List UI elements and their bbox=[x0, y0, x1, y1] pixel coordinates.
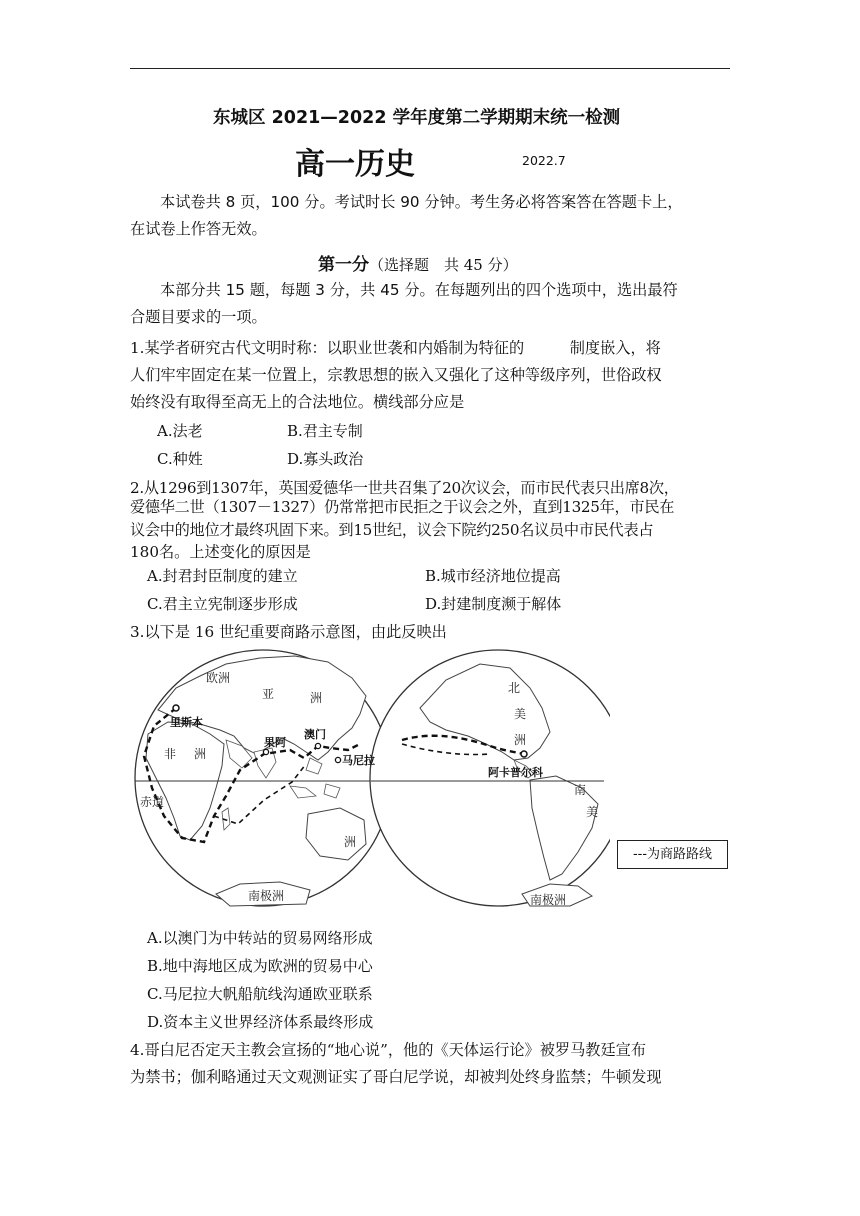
label-manila: 马尼拉 bbox=[342, 754, 375, 767]
q1-option-a[interactable]: A.法老 bbox=[157, 422, 203, 440]
intro-line-1: 本试卷共 8 页，100 分。考试时长 90 分钟。考生务必将答案答在答题卡上， bbox=[160, 193, 683, 211]
exam-date: 2022.7 bbox=[522, 153, 566, 168]
label-europe: 欧洲 bbox=[206, 671, 231, 685]
q2-line-1: 2.从1296到1307年，英国爱德华一世共召集了20次议会，而市民代表只出席8次， bbox=[130, 479, 679, 497]
map-legend: ---为商路路线 bbox=[617, 840, 728, 869]
label-africa-fei: 非 bbox=[164, 747, 177, 761]
section-title-sub: （选择题 共 45 分） bbox=[369, 256, 518, 274]
section-title-main: 第一分 bbox=[318, 255, 369, 275]
q1-option-d[interactable]: D.寡头政治 bbox=[287, 450, 364, 468]
section-title bbox=[318, 250, 518, 275]
label-goa: 果阿 bbox=[264, 736, 286, 749]
label-lisbon: 里斯本 bbox=[170, 716, 203, 729]
q2-line-2: 爱德华二世（1307－1327）仍常常把市民拒之于议会之外，直到1325年，市民在 bbox=[130, 498, 675, 516]
q3-option-a[interactable]: A.以澳门为中转站的贸易网络形成 bbox=[147, 929, 373, 947]
q2-line-3: 议会中的地位才最终巩固下来。到15世纪，议会下院约250名议员中市民代表占 bbox=[130, 521, 654, 539]
q2-option-c[interactable]: C.君主立宪制逐步形成 bbox=[147, 595, 298, 613]
label-acapulco: 阿卡普尔科 bbox=[488, 766, 543, 779]
label-asia-ya: 亚 bbox=[262, 687, 275, 701]
q4-line-2: 为禁书；伽利略通过天文观测证实了哥白尼学说，却被判处终身监禁；牛顿发现 bbox=[130, 1068, 662, 1086]
intro-line-2: 在试卷上作答无效。 bbox=[130, 220, 267, 238]
q1-line-2: 人们牢牢固定在某一位置上，宗教思想的嵌入又强化了这种等级序列，世俗政权 bbox=[130, 366, 662, 384]
subject-title: 高一历史 bbox=[295, 147, 415, 182]
q2-line-4: 180名。上述变化的原因是 bbox=[130, 543, 311, 561]
trade-route-map bbox=[130, 648, 610, 916]
q2-option-a[interactable]: A.封君封臣制度的建立 bbox=[147, 567, 298, 585]
q1-option-b[interactable]: B.君主专制 bbox=[287, 422, 363, 440]
label-asia-zhou: 洲 bbox=[310, 691, 323, 705]
label-africa-zhou: 洲 bbox=[194, 747, 207, 761]
q3-option-d[interactable]: D.资本主义世界经济体系最终形成 bbox=[147, 1013, 374, 1031]
q1-option-c[interactable]: C.种姓 bbox=[157, 450, 203, 468]
header-rule bbox=[130, 68, 730, 69]
label-sa-mei: 美 bbox=[586, 805, 599, 819]
label-antarctica-right: 南极洲 bbox=[530, 893, 567, 907]
q3-option-b[interactable]: B.地中海地区成为欧洲的贸易中心 bbox=[147, 957, 373, 975]
q2-option-d[interactable]: D.封建制度濒于解体 bbox=[425, 595, 562, 613]
q3-line-1: 3.以下是 16 世纪重要商路示意图，由此反映出 bbox=[130, 623, 447, 641]
label-equator: 赤道 bbox=[140, 795, 165, 809]
exam-title: 东城区 2021—2022 学年度第二学期期末统一检测 bbox=[213, 108, 621, 128]
q2-option-b[interactable]: B.城市经济地位提高 bbox=[425, 567, 561, 585]
q1-line-1: 1.某学者研究古代文明时称：以职业世袭和内婚制为特征的 制度嵌入，将 bbox=[130, 339, 661, 357]
label-na-zhou: 洲 bbox=[514, 733, 527, 747]
q1-line-3: 始终没有取得至高无上的合法地位。横线部分应是 bbox=[130, 393, 465, 411]
label-oceania: 洲 bbox=[344, 835, 357, 849]
section-desc-2: 合题目要求的一项。 bbox=[130, 308, 267, 326]
q3-option-c[interactable]: C.马尼拉大帆船航线沟通欧亚联系 bbox=[147, 985, 373, 1003]
label-na-bei: 北 bbox=[508, 681, 521, 695]
label-na-mei: 美 bbox=[514, 707, 527, 721]
label-antarctica-left: 南极洲 bbox=[248, 889, 285, 903]
section-desc-1: 本部分共 15 题，每题 3 分，共 45 分。在每题列出的四个选项中，选出最符 bbox=[160, 281, 678, 299]
label-sa-nan: 南 bbox=[574, 783, 587, 797]
q4-line-1: 4.哥白尼否定天主教会宣扬的“地心说”，他的《天体运行论》被罗马教廷宣布 bbox=[130, 1041, 647, 1059]
label-macau: 澳门 bbox=[304, 728, 326, 741]
